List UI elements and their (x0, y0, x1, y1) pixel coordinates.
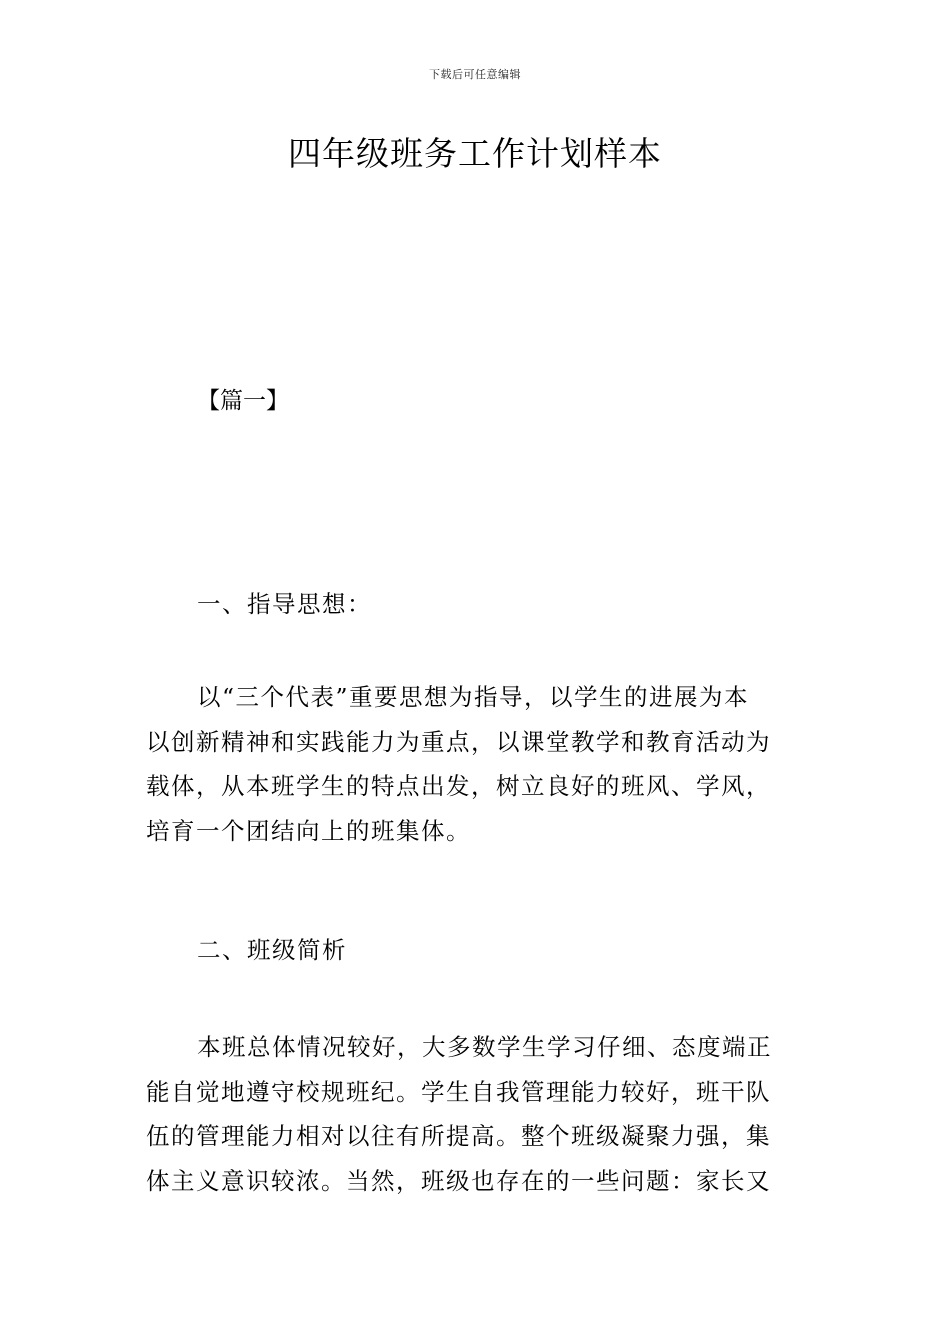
section-mark: 【篇一】 (197, 388, 289, 414)
paragraph-guiding-ideology (146, 675, 811, 853)
paragraph-line: 体主义意识较浓。当然，班级也存在的一些问题：家长又 (146, 1166, 771, 1195)
section-heading-class-analysis: 二、班级简析 (197, 936, 347, 964)
paragraph-line: 载体，从本班学生的特点出发，树立良好的班风、学风， (146, 772, 771, 800)
document-title: 四年级班务工作计划样本 (288, 134, 662, 173)
paragraph-class-analysis (146, 1025, 811, 1203)
header-note: 下载后可任意编辑 (429, 68, 521, 81)
paragraph-line: 能自觉地遵守校规班纪。学生自我管理能力较好，班干队 (146, 1077, 771, 1106)
paragraph-line: 以“三个代表”重要思想为指导，以学生的进展为本 (197, 683, 750, 711)
paragraph-line: 以创新精神和实践能力为重点，以课堂教学和教育活动为 (146, 727, 771, 756)
paragraph-line: 本班总体情况较好，大多数学生学习仔细、态度端正 (197, 1033, 772, 1061)
paragraph-line: 伍的管理能力相对以往有所提高。整个班级凝聚力强，集 (146, 1122, 771, 1150)
paragraph-line: 培育一个团结向上的班集体。 (146, 816, 471, 845)
section-heading-guiding-ideology: 一、指导思想： (197, 590, 372, 618)
